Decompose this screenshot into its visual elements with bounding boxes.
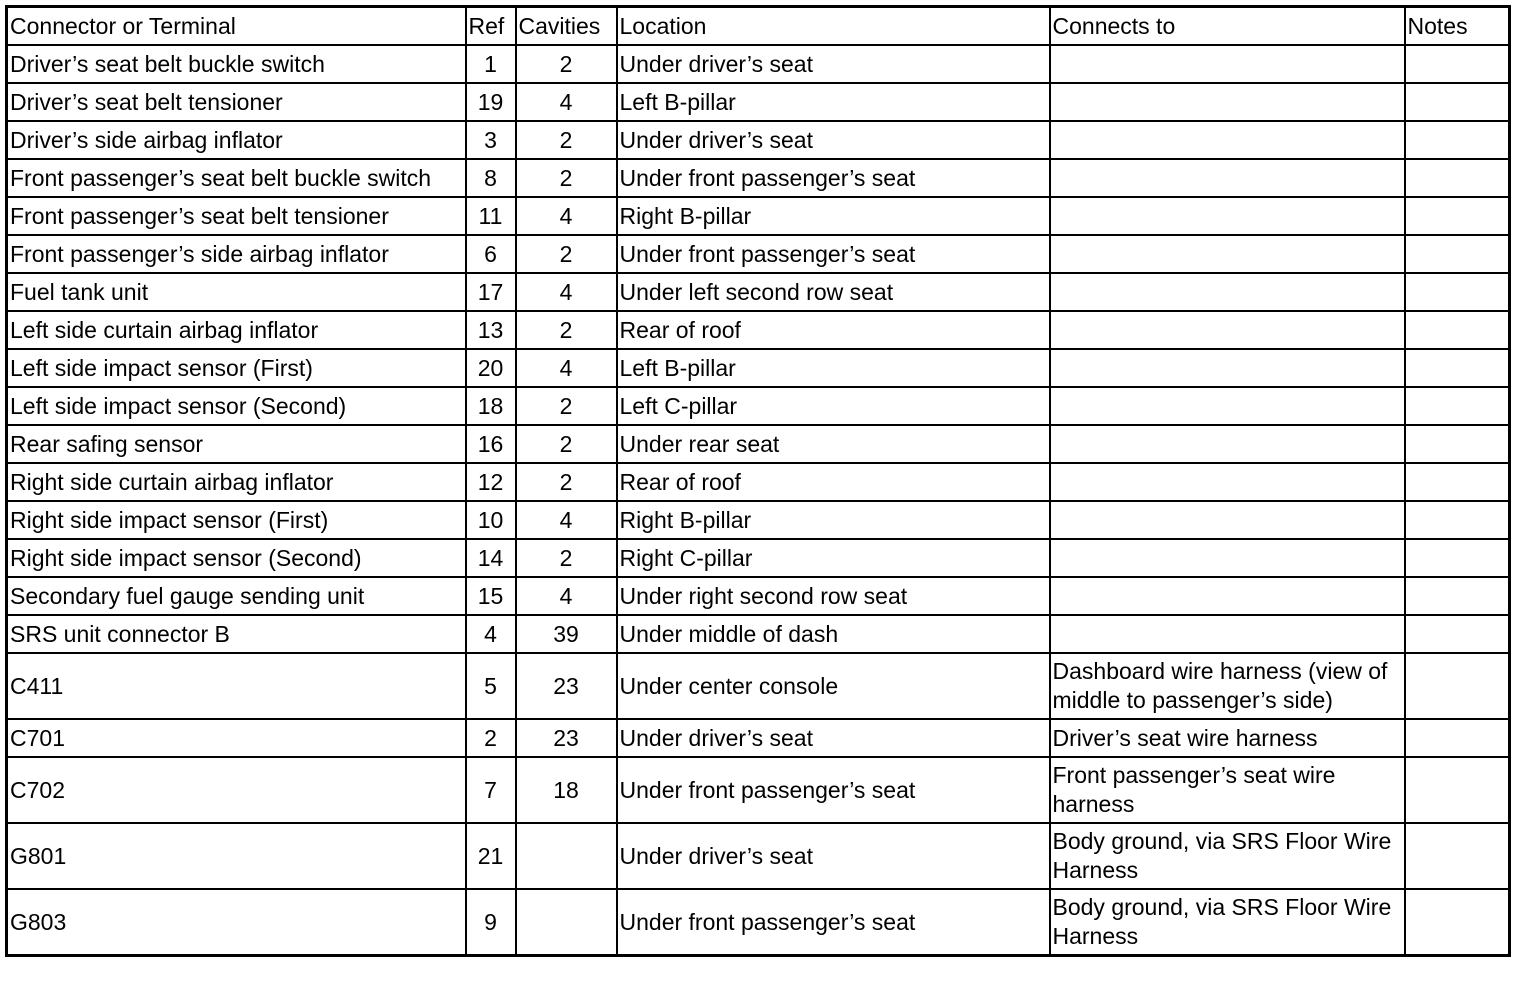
- cell-notes: [1405, 615, 1510, 653]
- table-row: [7, 197, 1510, 235]
- header-notes: Notes: [1405, 7, 1510, 46]
- cell-location: Under middle of dash: [617, 615, 1050, 653]
- table-row: [7, 653, 1510, 719]
- cell-connects-to: [1050, 45, 1405, 83]
- cell-connects-to: [1050, 425, 1405, 463]
- cell-ref: 5: [466, 653, 516, 719]
- table-row: [7, 273, 1510, 311]
- cell-connector: C702: [7, 757, 466, 823]
- cell-notes: [1405, 45, 1510, 83]
- cell-connector: SRS unit connector B: [7, 615, 466, 653]
- connector-table: [5, 5, 1511, 957]
- cell-connector: G801: [7, 823, 466, 889]
- table-row: [7, 121, 1510, 159]
- cell-notes: [1405, 83, 1510, 121]
- cell-ref: 6: [466, 235, 516, 273]
- cell-connector: Driver’s seat belt tensioner: [7, 83, 466, 121]
- cell-ref: 8: [466, 159, 516, 197]
- cell-ref: 17: [466, 273, 516, 311]
- cell-notes: [1405, 539, 1510, 577]
- table-row: [7, 501, 1510, 539]
- cell-cavities: 2: [516, 425, 617, 463]
- cell-location: Under center console: [617, 653, 1050, 719]
- cell-location: Left B-pillar: [617, 349, 1050, 387]
- cell-connector: Front passenger’s seat belt buckle switch: [7, 159, 466, 197]
- cell-connector: Right side impact sensor (Second): [7, 539, 466, 577]
- cell-location: Under left second row seat: [617, 273, 1050, 311]
- cell-connector: Driver’s seat belt buckle switch: [7, 45, 466, 83]
- cell-ref: 9: [466, 889, 516, 956]
- cell-location: Under front passenger’s seat: [617, 757, 1050, 823]
- cell-connector: Left side impact sensor (First): [7, 349, 466, 387]
- cell-cavities: 2: [516, 159, 617, 197]
- cell-connects-to: [1050, 121, 1405, 159]
- cell-connector: G803: [7, 889, 466, 956]
- table-row: [7, 577, 1510, 615]
- table-row: [7, 45, 1510, 83]
- cell-cavities: 23: [516, 719, 617, 757]
- table-row: [7, 235, 1510, 273]
- table-body: [7, 45, 1510, 956]
- cell-cavities: 2: [516, 121, 617, 159]
- cell-location: Right B-pillar: [617, 501, 1050, 539]
- cell-ref: 11: [466, 197, 516, 235]
- table-row: [7, 311, 1510, 349]
- table-row: [7, 159, 1510, 197]
- cell-connects-to: [1050, 159, 1405, 197]
- cell-connects-to: [1050, 349, 1405, 387]
- cell-cavities: 2: [516, 539, 617, 577]
- cell-notes: [1405, 463, 1510, 501]
- cell-notes: [1405, 235, 1510, 273]
- cell-notes: [1405, 273, 1510, 311]
- header-connector: Connector or Terminal: [7, 7, 466, 46]
- cell-connector: Left side curtain airbag inflator: [7, 311, 466, 349]
- cell-location: Under right second row seat: [617, 577, 1050, 615]
- cell-cavities: [516, 889, 617, 956]
- cell-connects-to: Body ground, via SRS Floor Wire Harness: [1050, 889, 1405, 956]
- cell-notes: [1405, 577, 1510, 615]
- cell-connects-to: Driver’s seat wire harness: [1050, 719, 1405, 757]
- cell-location: Under rear seat: [617, 425, 1050, 463]
- cell-ref: 4: [466, 615, 516, 653]
- cell-connector: Fuel tank unit: [7, 273, 466, 311]
- cell-ref: 16: [466, 425, 516, 463]
- cell-notes: [1405, 349, 1510, 387]
- cell-cavities: 39: [516, 615, 617, 653]
- cell-location: Right C-pillar: [617, 539, 1050, 577]
- cell-connector: C701: [7, 719, 466, 757]
- cell-location: Under front passenger’s seat: [617, 159, 1050, 197]
- table-row: [7, 823, 1510, 889]
- cell-ref: 3: [466, 121, 516, 159]
- header-row: [7, 7, 1510, 46]
- cell-ref: 10: [466, 501, 516, 539]
- cell-ref: 2: [466, 719, 516, 757]
- cell-cavities: 4: [516, 501, 617, 539]
- cell-location: Under driver’s seat: [617, 45, 1050, 83]
- cell-location: Under driver’s seat: [617, 121, 1050, 159]
- cell-cavities: 23: [516, 653, 617, 719]
- header-location: Location: [617, 7, 1050, 46]
- table-row: [7, 719, 1510, 757]
- cell-cavities: 4: [516, 349, 617, 387]
- cell-location: Under front passenger’s seat: [617, 889, 1050, 956]
- cell-ref: 20: [466, 349, 516, 387]
- cell-location: Rear of roof: [617, 311, 1050, 349]
- cell-notes: [1405, 889, 1510, 956]
- cell-location: Right B-pillar: [617, 197, 1050, 235]
- cell-ref: 21: [466, 823, 516, 889]
- cell-connector: Front passenger’s side airbag inflator: [7, 235, 466, 273]
- cell-ref: 15: [466, 577, 516, 615]
- cell-connects-to: [1050, 387, 1405, 425]
- cell-location: Under front passenger’s seat: [617, 235, 1050, 273]
- cell-connector: Right side impact sensor (First): [7, 501, 466, 539]
- cell-cavities: 2: [516, 463, 617, 501]
- cell-ref: 13: [466, 311, 516, 349]
- cell-cavities: 2: [516, 387, 617, 425]
- cell-cavities: 4: [516, 577, 617, 615]
- cell-connects-to: Front passenger’s seat wire harness: [1050, 757, 1405, 823]
- cell-ref: 14: [466, 539, 516, 577]
- cell-cavities: 2: [516, 45, 617, 83]
- cell-connector: Driver’s side airbag inflator: [7, 121, 466, 159]
- header-connects-to: Connects to: [1050, 7, 1405, 46]
- cell-connects-to: [1050, 273, 1405, 311]
- cell-notes: [1405, 311, 1510, 349]
- cell-cavities: 18: [516, 757, 617, 823]
- cell-notes: [1405, 501, 1510, 539]
- cell-notes: [1405, 653, 1510, 719]
- table-row: [7, 757, 1510, 823]
- cell-connector: Front passenger’s seat belt tensioner: [7, 197, 466, 235]
- table-row: [7, 615, 1510, 653]
- cell-notes: [1405, 159, 1510, 197]
- cell-location: Left B-pillar: [617, 83, 1050, 121]
- table-row: [7, 349, 1510, 387]
- cell-connects-to: [1050, 501, 1405, 539]
- cell-connects-to: [1050, 463, 1405, 501]
- cell-connector: C411: [7, 653, 466, 719]
- header-cavities: Cavities: [516, 7, 617, 46]
- cell-connects-to: [1050, 83, 1405, 121]
- cell-notes: [1405, 719, 1510, 757]
- cell-ref: 12: [466, 463, 516, 501]
- cell-connector: Rear safing sensor: [7, 425, 466, 463]
- cell-connector: Right side curtain airbag inflator: [7, 463, 466, 501]
- table-row: [7, 539, 1510, 577]
- table-row: [7, 387, 1510, 425]
- cell-connects-to: [1050, 197, 1405, 235]
- cell-connects-to: [1050, 311, 1405, 349]
- cell-notes: [1405, 121, 1510, 159]
- table-row: [7, 83, 1510, 121]
- cell-ref: 1: [466, 45, 516, 83]
- header-ref: Ref: [466, 7, 516, 46]
- table-row: [7, 425, 1510, 463]
- cell-notes: [1405, 757, 1510, 823]
- cell-connects-to: [1050, 235, 1405, 273]
- cell-ref: 7: [466, 757, 516, 823]
- cell-cavities: 2: [516, 235, 617, 273]
- cell-cavities: 4: [516, 273, 617, 311]
- cell-notes: [1405, 197, 1510, 235]
- cell-notes: [1405, 387, 1510, 425]
- cell-location: Under driver’s seat: [617, 823, 1050, 889]
- cell-connects-to: Body ground, via SRS Floor Wire Harness: [1050, 823, 1405, 889]
- table-row: [7, 463, 1510, 501]
- cell-ref: 19: [466, 83, 516, 121]
- cell-connector: Left side impact sensor (Second): [7, 387, 466, 425]
- cell-notes: [1405, 823, 1510, 889]
- cell-connector: Secondary fuel gauge sending unit: [7, 577, 466, 615]
- cell-connects-to: [1050, 615, 1405, 653]
- cell-connects-to: [1050, 577, 1405, 615]
- cell-cavities: 2: [516, 311, 617, 349]
- cell-cavities: 4: [516, 197, 617, 235]
- cell-notes: [1405, 425, 1510, 463]
- cell-location: Left C-pillar: [617, 387, 1050, 425]
- cell-connects-to: [1050, 539, 1405, 577]
- cell-cavities: [516, 823, 617, 889]
- cell-location: Rear of roof: [617, 463, 1050, 501]
- table-row: [7, 889, 1510, 956]
- cell-connects-to: Dashboard wire harness (view of middle to passenger’s side): [1050, 653, 1405, 719]
- cell-cavities: 4: [516, 83, 617, 121]
- cell-location: Under driver’s seat: [617, 719, 1050, 757]
- cell-ref: 18: [466, 387, 516, 425]
